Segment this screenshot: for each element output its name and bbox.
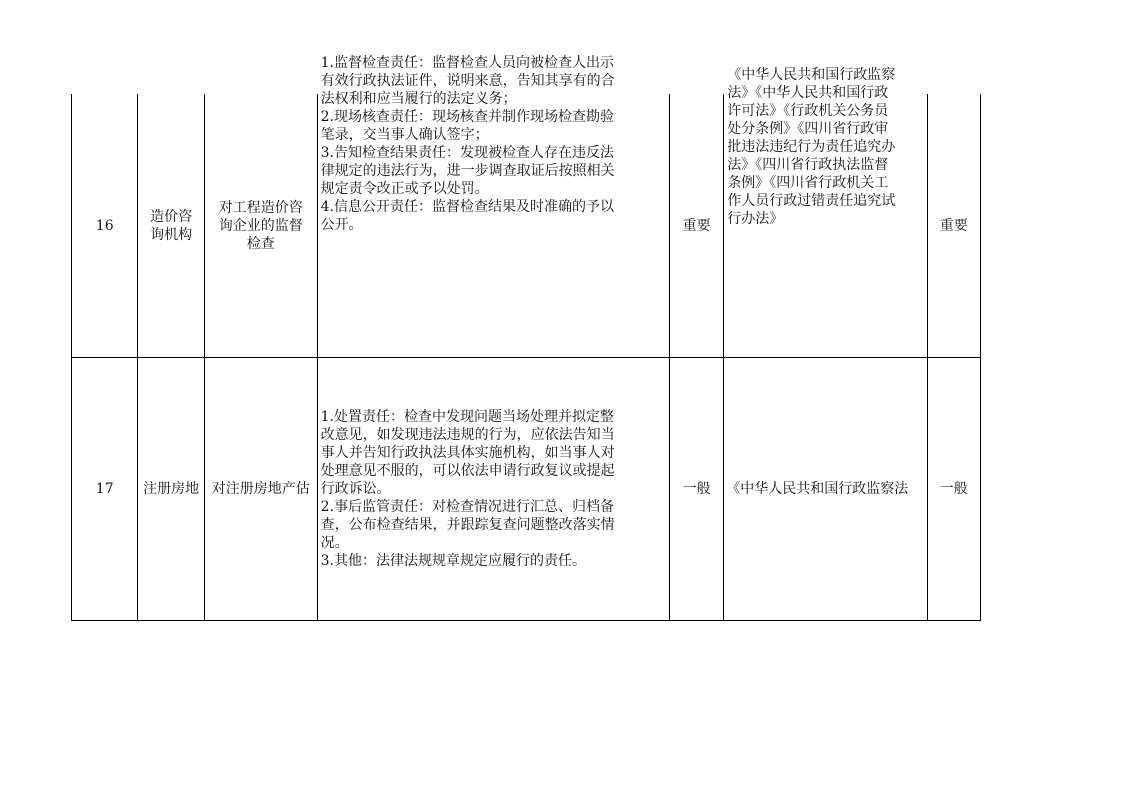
object-text-line: 造价咨 <box>150 208 193 225</box>
legal-basis-text-line: 《中华人民共和国行政监察法 <box>726 481 909 497</box>
responsibility-text-line: 行政诉讼。 <box>320 481 391 497</box>
responsibility-text-line: 律规定的违法行为，进一步调查取证后按照相关 <box>320 162 615 179</box>
importance-cell-2[interactable] <box>927 94 980 358</box>
responsibility-cell[interactable] <box>317 358 669 621</box>
legal-basis-text-line: 许可法》《行政机关公务员 <box>727 102 889 119</box>
responsibility-text-line: 3.其他：法律法规规章规定应履行的责任。 <box>320 553 586 569</box>
responsibility-cell[interactable] <box>317 54 669 358</box>
item-cell[interactable] <box>204 358 317 621</box>
table-row <box>72 358 981 621</box>
responsibility-text-line: 1.处置责任：检查中发现问题当场处理并拟定整 <box>320 409 614 425</box>
responsibility-text-line: 2.事后监管责任：对检查情况进行汇总、归档备 <box>320 499 614 515</box>
legal-basis-text-line: 行办法》 <box>727 210 784 227</box>
object-cell[interactable] <box>138 94 204 358</box>
item-text-line: 询企业的监督 <box>218 217 303 234</box>
responsibility-text-line: 1.监督检查责任：监督检查人员向被检查人出示 <box>320 54 614 71</box>
responsibility-text-line: 况。 <box>320 535 349 551</box>
row-number: 16 <box>95 217 114 234</box>
legal-basis-text-line: 处分条例》《四川省行政审 <box>727 120 889 137</box>
importance-label: 重要 <box>682 217 711 234</box>
legal-basis-text-line: 法》《中华人民共和国行政 <box>727 84 889 101</box>
row-number: 17 <box>95 481 114 497</box>
item-text-line: 对工程造价咨 <box>218 199 303 216</box>
responsibility-text-line: 有效行政执法证件，说明来意，告知其享有的合 <box>320 72 615 89</box>
importance-cell[interactable] <box>669 358 723 621</box>
importance-label: 一般 <box>682 481 711 497</box>
spreadsheet-page <box>71 54 981 621</box>
responsibility-text-line: 公开。 <box>320 216 363 233</box>
importance-label-2: 重要 <box>939 217 968 234</box>
responsibility-text-line: 法权利和应当履行的法定义务； <box>320 90 517 107</box>
legal-basis-text-line: 批违法违纪行为责任追究办 <box>727 138 896 155</box>
responsibility-text-line: 规定责令改正或予以处罚。 <box>320 180 489 197</box>
row-number-cell[interactable] <box>72 358 138 621</box>
importance-label-2: 一般 <box>939 481 968 497</box>
responsibility-text-line: 3.告知检查结果责任：发现被检查人存在违反法 <box>320 144 614 161</box>
table-row <box>72 94 981 358</box>
legal-basis-text-line: 作人员行政过错责任追究试 <box>727 192 896 209</box>
responsibility-text-line: 事人并告知行政执法具体实施机构，如当事人对 <box>320 445 615 461</box>
object-text-line: 注册房地 <box>143 481 200 497</box>
item-text-line: 检查 <box>246 235 275 252</box>
legal-basis-cell[interactable] <box>724 358 927 621</box>
legal-basis-cell[interactable] <box>724 66 927 358</box>
responsibility-text-line: 2.现场核查责任：现场核查并制作现场检查勘验 <box>320 108 614 125</box>
legal-basis-text-line: 法》《四川省行政执法监督 <box>727 156 889 173</box>
object-text-line: 询机构 <box>150 226 193 243</box>
legal-basis-text-line: 《中华人民共和国行政监察 <box>727 66 896 83</box>
responsibility-text-line: 改意见，如发现违法违规的行为，应依法告知当 <box>320 427 615 443</box>
object-cell[interactable] <box>138 358 204 621</box>
item-cell[interactable] <box>204 94 317 358</box>
importance-cell-2[interactable] <box>927 358 980 621</box>
legal-basis-text-line: 条例》《四川省行政机关工 <box>727 174 889 191</box>
row-number-cell[interactable] <box>72 94 138 358</box>
responsibility-text-line: 查，公布检查结果，并跟踪复查问题整改落实情 <box>320 517 615 533</box>
responsibility-text-line: 处理意见不服的，可以依法申请行政复议或提起 <box>320 463 615 479</box>
responsibility-text-line: 笔录，交当事人确认签字； <box>320 126 489 143</box>
importance-cell[interactable] <box>669 94 723 358</box>
item-text-line: 对注册房地产估 <box>211 481 310 497</box>
responsibility-text-line: 4.信息公开责任：监督检查结果及时准确的予以 <box>320 198 614 215</box>
responsibility-table <box>71 54 981 621</box>
